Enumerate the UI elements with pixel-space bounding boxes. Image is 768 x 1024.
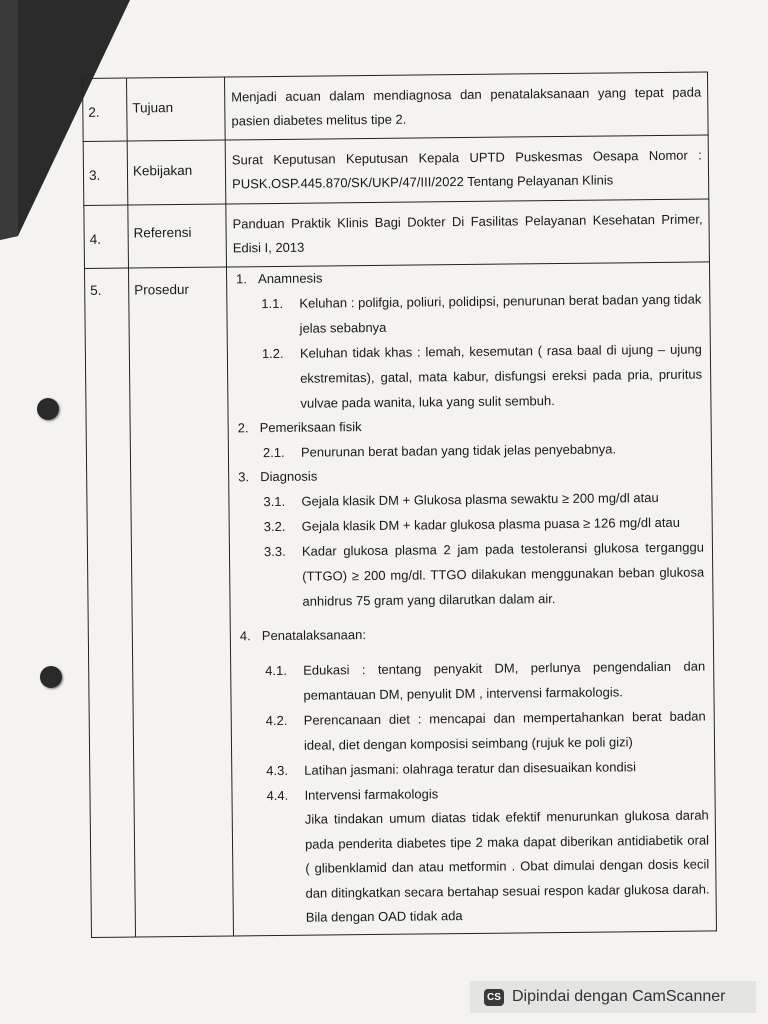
camscanner-logo-icon: CS (484, 989, 504, 1006)
row-number: 2. (83, 78, 128, 141)
table-row-kebijakan (83, 135, 709, 206)
list-item: 1.2. Keluhan tidak khas : lemah, kesemutan ( rasa baal di ujung – ujung ekstremitas), gatal, mata kabur, disfungsi ereksi pada pria, pruritus vulvae pada wanita, luka yang sulit sembuh. (261, 341, 703, 411)
section-pemeriksaan-fisik: 2. Pemeriksaan fisik (237, 419, 362, 436)
row-number: 4. (84, 205, 129, 268)
row-label: Prosedur (128, 267, 233, 936)
punch-hole-top (37, 398, 59, 420)
table-row-prosedur (84, 262, 716, 937)
section-penatalaksanaan: 4. Penatalaksanaan: (239, 627, 367, 644)
list-item: 3.1. Gejala klasik DM + Glukosa plasma sewaktu ≥ 200 mg/dl atau (263, 489, 659, 510)
list-item: 4.2. Perencanaan diet : mencapai dan mempertahankan berat badan ideal, diet dengan komposisi seimbang (rujuk ke poli gizi) (265, 708, 706, 753)
section-anamnesis: 1. Anamnesis (236, 270, 323, 287)
paragraph-intervensi: Jika tindakan umum diatas tidak efektif menurunkan glukosa darah pada penderita diabetes tipe 2 maka dapat diberikan antidiabetik oral ( glibenklamid dan atau metformin . Obat dimulai dengan dosis kecil dan ditingkatkan secara bertahap sesuai respon kadar glukosa darah. Bila dengan OAD tidak ada (304, 807, 710, 925)
list-item: 1.1. Keluhan : polifgia, poliuri, polidipsi, penurunan berat badan yang tidak jelas sebabnya (261, 291, 702, 336)
camscanner-watermark (470, 981, 756, 1013)
table-row-referensi (84, 199, 710, 269)
list-item: 3.3. Kadar glukosa plasma 2 jam pada testoleransi glukosa terganggu (TTGO) ≥ 200 mg/dl. TTGO dilakukan menggunakan beban glukosa anhidrus 75 gram yang dilarutkan dalam air. (263, 539, 705, 609)
watermark-text: Dipindai dengan CamScanner (512, 988, 726, 1005)
punch-hole-bottom (40, 666, 62, 688)
list-item: 4.4. Intervensi farmakologis (266, 786, 439, 804)
row-label: Tujuan (127, 77, 226, 141)
section-diagnosis: 3. Diagnosis (238, 468, 318, 485)
list-item: 4.1. Edukasi : tentang penyakit DM, perlunya pengendalian dan pemantauan DM, penyulit DM , intervensi farmakologis. (265, 658, 706, 703)
list-item: 2.1. Penurunan berat badan yang tidak jelas penyebabnya. (262, 441, 617, 461)
row-content: Surat Keputusan Keputusan Kepala UPTD Puskesmas Oesapa Nomor : PUSK.OSP.445.870/SK/UKP/47/III/2022 Tentang Pelayanan Klinis (225, 135, 709, 204)
row-number: 5. (84, 268, 135, 937)
row-number: 3. (83, 141, 128, 205)
procedure-table (82, 71, 717, 937)
row-label: Kebijakan (127, 140, 226, 205)
row-content: Menjadi acuan dalam mendiagnosa dan penatalaksanaan yang tepat pada pasien diabetes melitus tipe 2. (224, 72, 708, 140)
prosedur-content (226, 262, 716, 936)
list-item: 3.2. Gejala klasik DM + kadar glukosa plasma puasa ≥ 126 mg/dl atau (263, 514, 680, 535)
row-label: Referensi (128, 204, 227, 268)
table-row-tujuan (83, 72, 709, 142)
row-content: Panduan Praktik Klinis Bagi Dokter Di Fasilitas Pelayanan Kesehatan Primer, Edisi I, 2013 (226, 199, 710, 267)
list-item: 4.3. Latihan jasmani: olahraga teratur dan disesuaikan kondisi (266, 759, 637, 779)
